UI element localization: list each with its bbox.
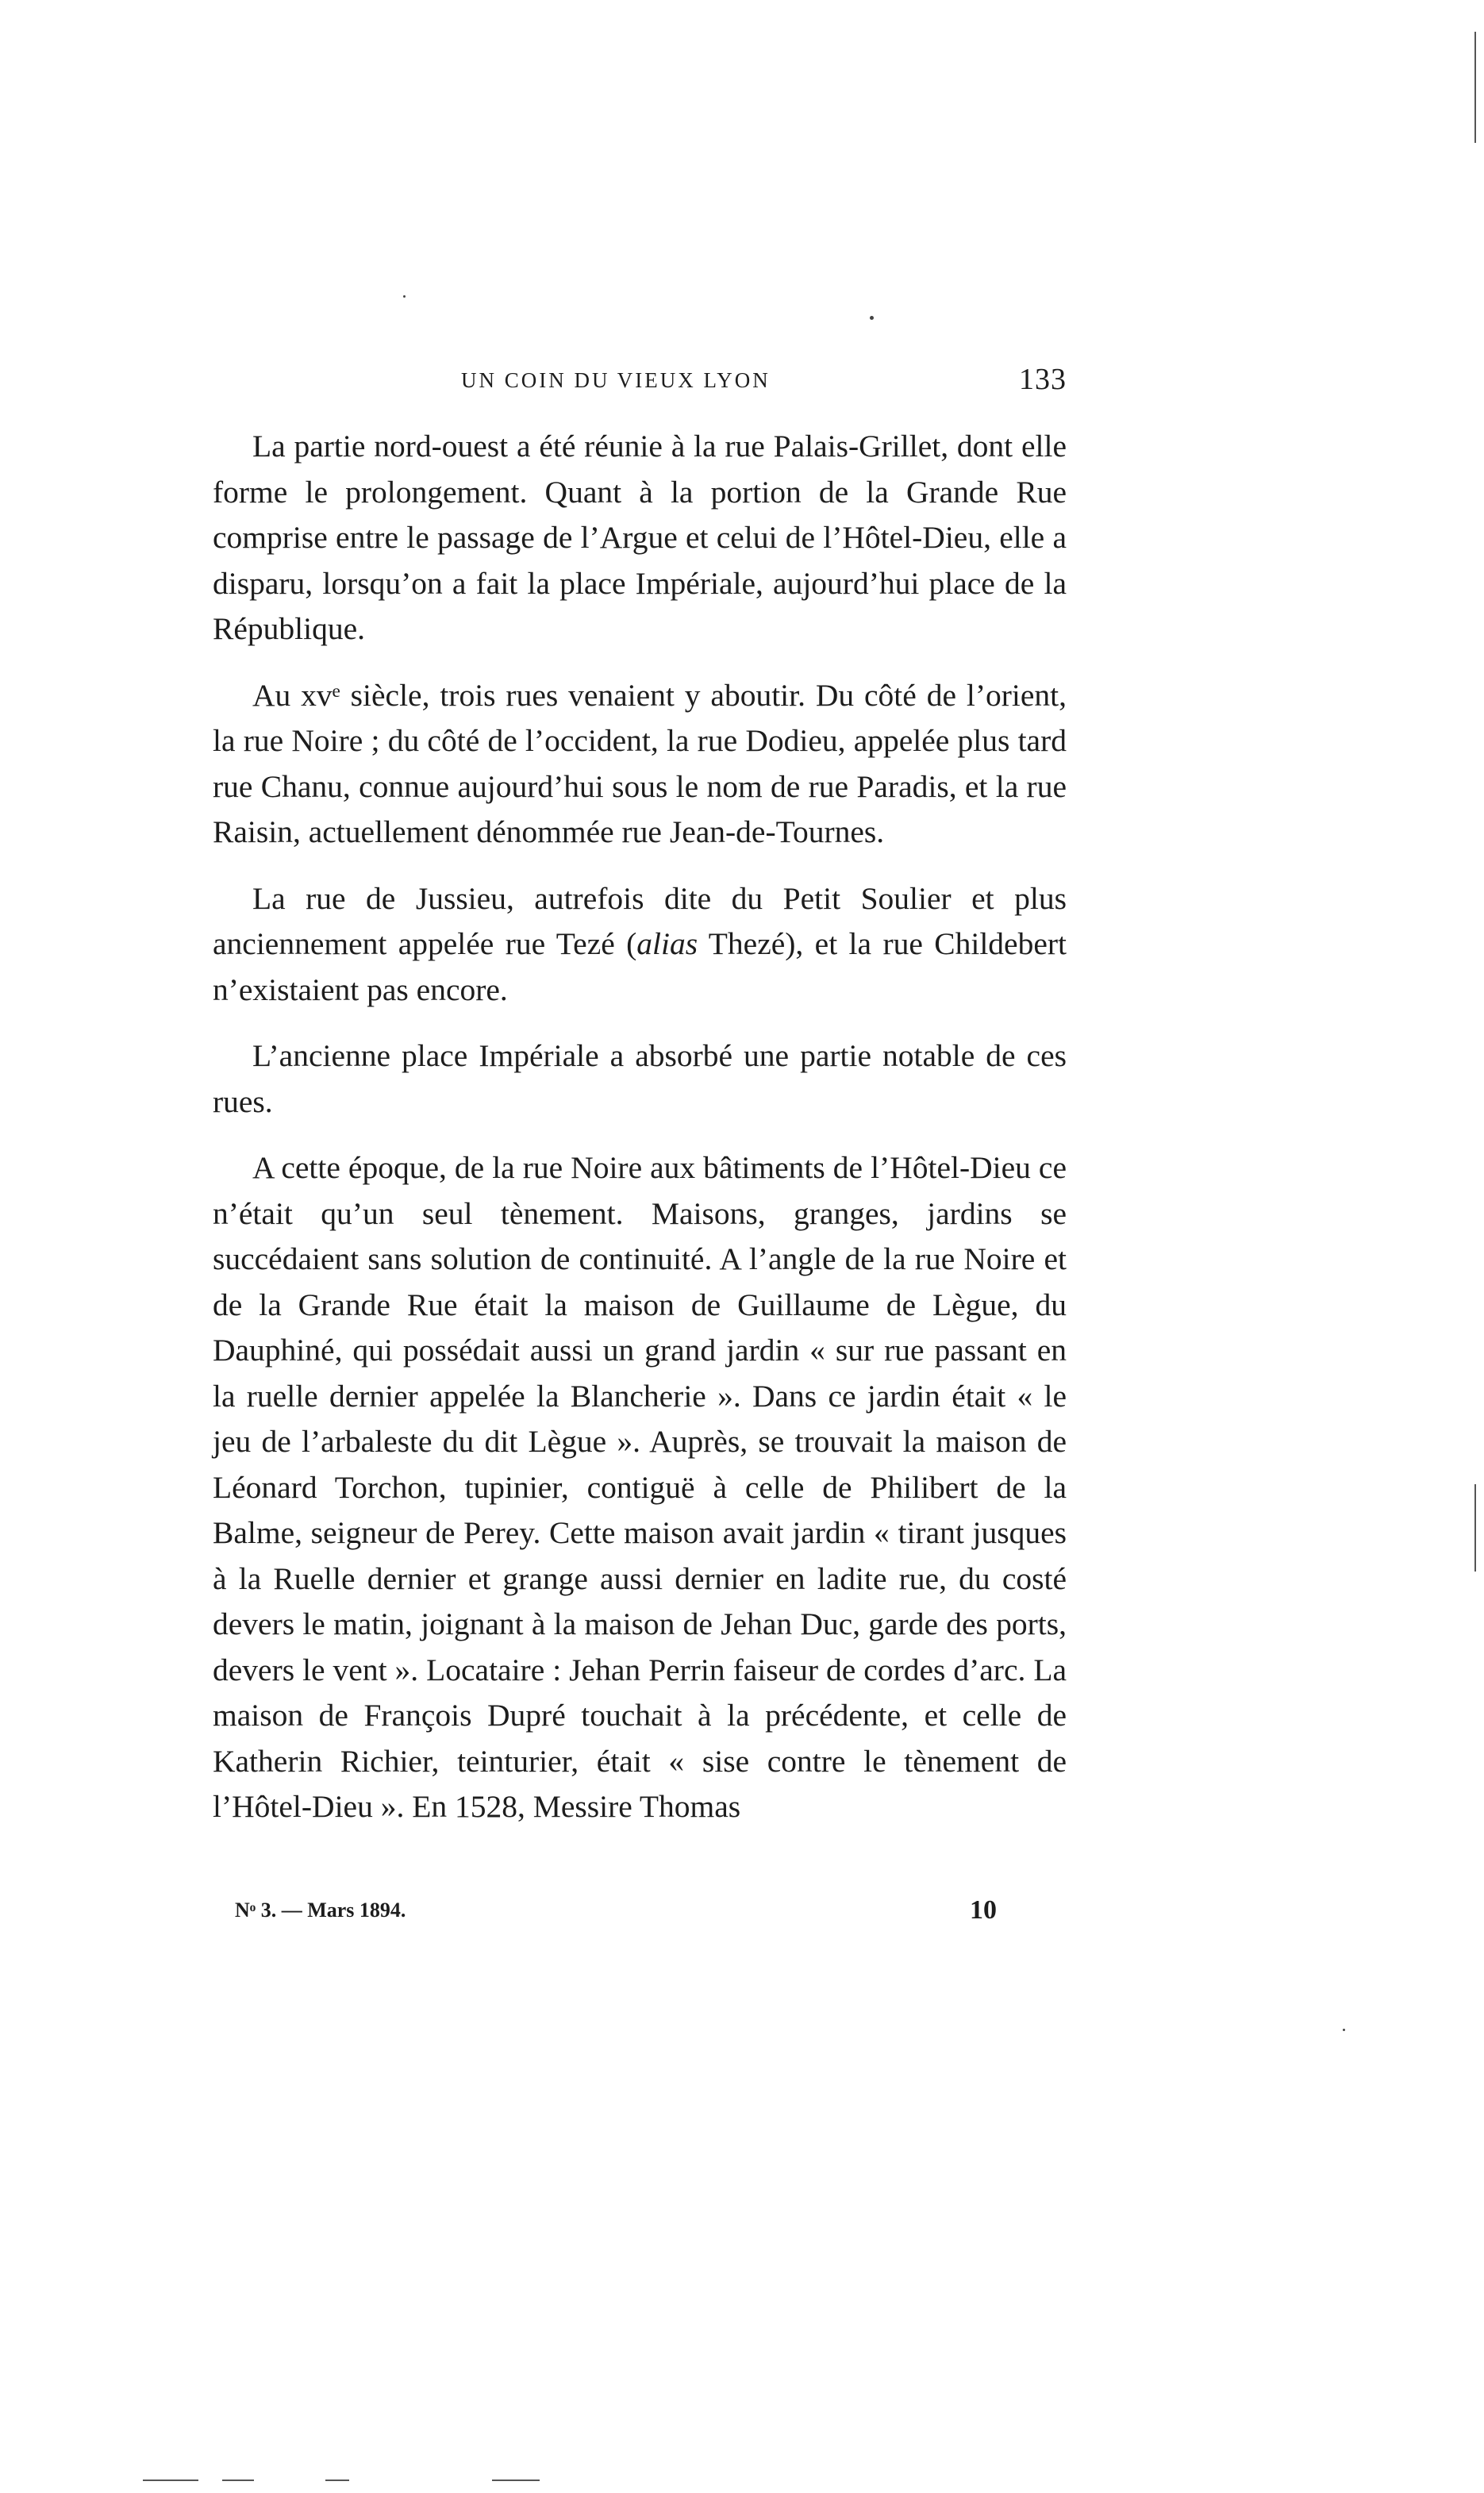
page-footer xyxy=(235,1895,997,1930)
paragraph: L’ancienne place Impériale a absorbé une partie notable de ces rues. xyxy=(213,1038,1067,1119)
paragraph: Au xvᵉ siècle, trois rues venaient y aboutir. Du côté de l’orient, la rue Noire ; du côté de l’occident, la rue Dodieu, appelée plus tard rue Chanu, connue aujourd’hui sous le nom de rue Paradis, et la rue Raisin, actuellement dénommée rue Jean-de-Tournes. xyxy=(213,677,1067,849)
scan-bottom-mark xyxy=(325,2480,349,2481)
paragraph: A cette époque, de la rue Noire aux bâtiments de l’Hôtel-Dieu ce n’était qu’un seul tènement. Maisons, granges, jardins se succédaient sans solution de continuité. A l’angle de la rue Noire et de la Grande Rue était la maison de Guillaume de Lègue, du Dauphiné, qui possédait aussi un grand jardin « sur rue passant en la ruelle dernier appelée la Blancherie ». Dans ce jardin était « le jeu de l’arbaleste du dit Lègue ». Auprès, se trouvait la maison de Léonard Torchon, tupinier, contiguë à celle de Philibert de la Balme, seigneur de Perey. Cette maison avait jardin « tirant jusques à la Ruelle dernier et grange aussi dernier en ladite rue, du costé devers le matin, joignant à la maison de Jehan Duc, garde des ports, devers le vent ». Locataire : Jehan Perrin faiseur de cordes d’arc. La maison de François Dupré touchait à la précédente, et celle de Katherin Richier, teinturier, était « sise contre le tènement de l’Hôtel-Dieu ». En 1528, Messire Thomas xyxy=(213,1150,1067,1824)
running-title: UN COIN DU VIEUX LYON xyxy=(461,368,771,392)
body-text xyxy=(213,424,1067,1851)
italic-term: alias xyxy=(636,926,698,961)
scan-edge-mark xyxy=(1474,1484,1476,1572)
paragraph: La partie nord-ouest a été réunie à la rue Palais-Grillet, dont elle forme le prolongement. Quant à la portion de la Grande Rue comprise entre le passage de l’Argue et celui de l’Hôtel-Dieu, elle a disparu, lorsqu’on a fait la place Impériale, aujourd’hui place de la République. xyxy=(213,429,1067,646)
scan-speck xyxy=(403,295,406,298)
scan-edge-mark xyxy=(1474,32,1476,143)
signature-mark: Nᵒ 3. — Mars 1894. xyxy=(235,1899,406,1922)
sheet-number: 10 xyxy=(970,1895,997,1925)
scan-bottom-mark xyxy=(222,2480,254,2481)
scan-speck xyxy=(870,316,874,320)
page-number: 133 xyxy=(1019,363,1067,396)
paragraph xyxy=(213,876,1067,1014)
paragraph-text: La rue de Jussieu, autrefois dite du Petit Soulier et plus anciennement appelée rue Tezé ( xyxy=(213,880,1067,961)
paragraph-text: Thezé), et la rue Childebert n’existaient pas encore. xyxy=(213,926,1067,1007)
scan-bottom-mark xyxy=(492,2480,540,2481)
running-head xyxy=(213,362,1067,402)
scan-bottom-mark xyxy=(143,2480,198,2481)
scan-speck xyxy=(1343,2029,1345,2031)
